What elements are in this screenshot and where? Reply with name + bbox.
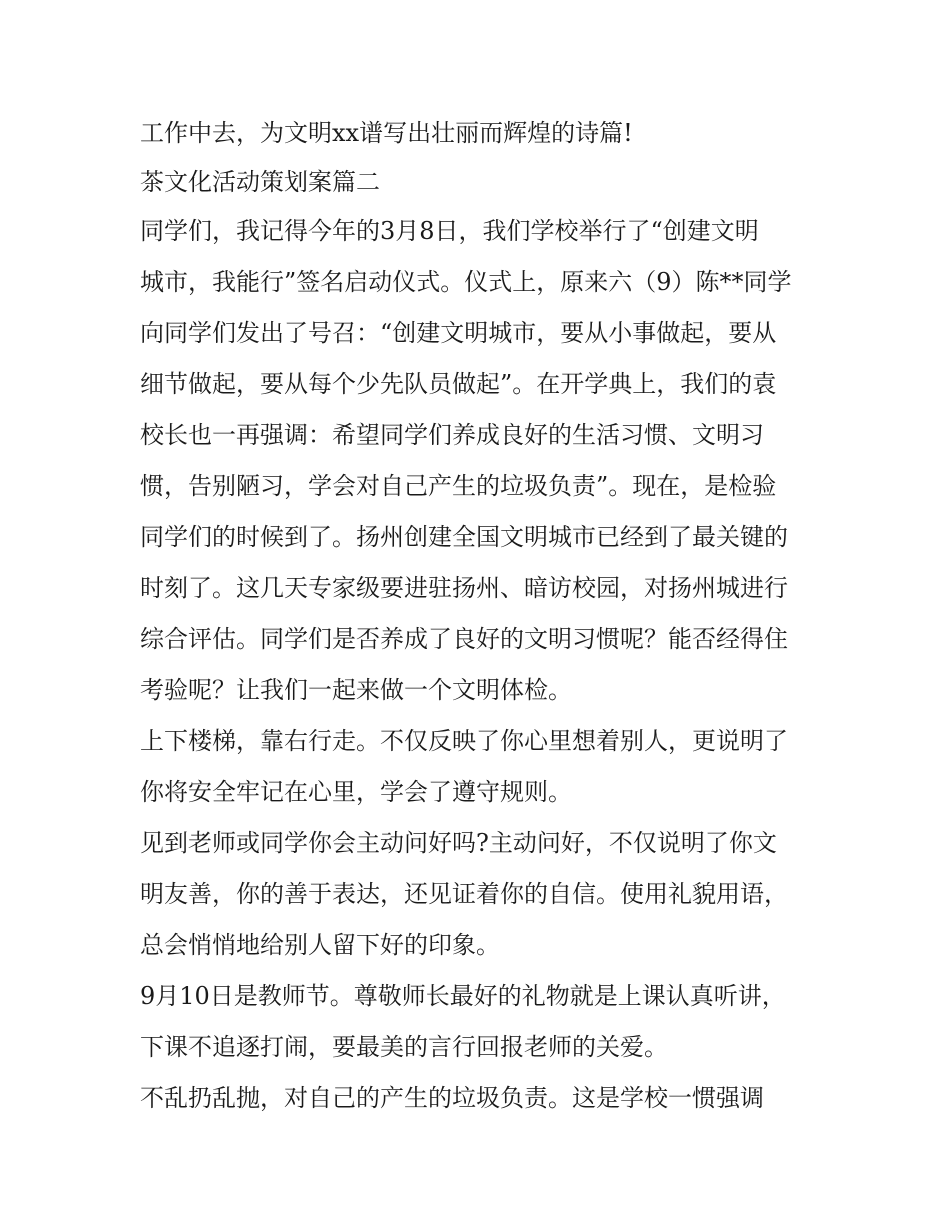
- text-line: 不乱扔乱抛，对自己的产生的垃圾负责。这是学校一惯强调: [140, 1084, 764, 1112]
- text-line: 考验呢？让我们一起来做一个文明体检。: [140, 676, 572, 704]
- text-line: 同学们的时候到了。扬州创建全国文明城市已经到了最关键的: [140, 523, 788, 551]
- text-line: 工作中去，为文明xx谱写出壮丽而辉煌的诗篇!: [140, 119, 633, 147]
- text-line: 总会悄悄地给别人留下好的印象。: [140, 931, 500, 959]
- section-heading: 茶文化活动策划案篇二: [140, 168, 380, 196]
- text-line: 见到老师或同学你会主动问好吗?主动问好，不仅说明了你文: [140, 829, 777, 857]
- text-line: 时刻了。这几天专家级要进驻扬州、暗访校园，对扬州城进行: [140, 574, 788, 602]
- text-line: 城市，我能行”签名启动仪式。仪式上，原来六（9）陈**同学: [140, 268, 792, 296]
- text-line: 9月10日是教师节。尊敬师长最好的礼物就是上课认真听讲，: [140, 982, 786, 1010]
- text-line: 下课不追逐打闹，要最美的言行回报老师的关爱。: [140, 1033, 668, 1061]
- text-line: 你将安全牢记在心里，学会了遵守规则。: [140, 778, 572, 806]
- text-line: 校长也一再强调：希望同学们养成良好的生活习惯、文明习: [140, 421, 764, 449]
- text-line: 同学们，我记得今年的3月8日，我们学校举行了“创建文明: [140, 217, 759, 245]
- text-line: 细节做起，要从每个少先队员做起”。在开学典上，我们的袁: [140, 370, 777, 398]
- text-line: 明友善，你的善于表达，还见证着你的自信。使用礼貌用语，: [140, 880, 788, 908]
- text-line: 惯，告别陋习，学会对自己产生的垃圾负责”。现在，是检验: [140, 472, 777, 500]
- text-line: 向同学们发出了号召：“创建文明城市，要从小事做起，要从: [140, 319, 777, 347]
- text-line: 综合评估。同学们是否养成了良好的文明习惯呢？能否经得住: [140, 625, 788, 653]
- text-line: 上下楼梯，靠右行走。不仅反映了你心里想着别人，更说明了: [140, 727, 788, 755]
- document-page: [140, 108, 820, 1124]
